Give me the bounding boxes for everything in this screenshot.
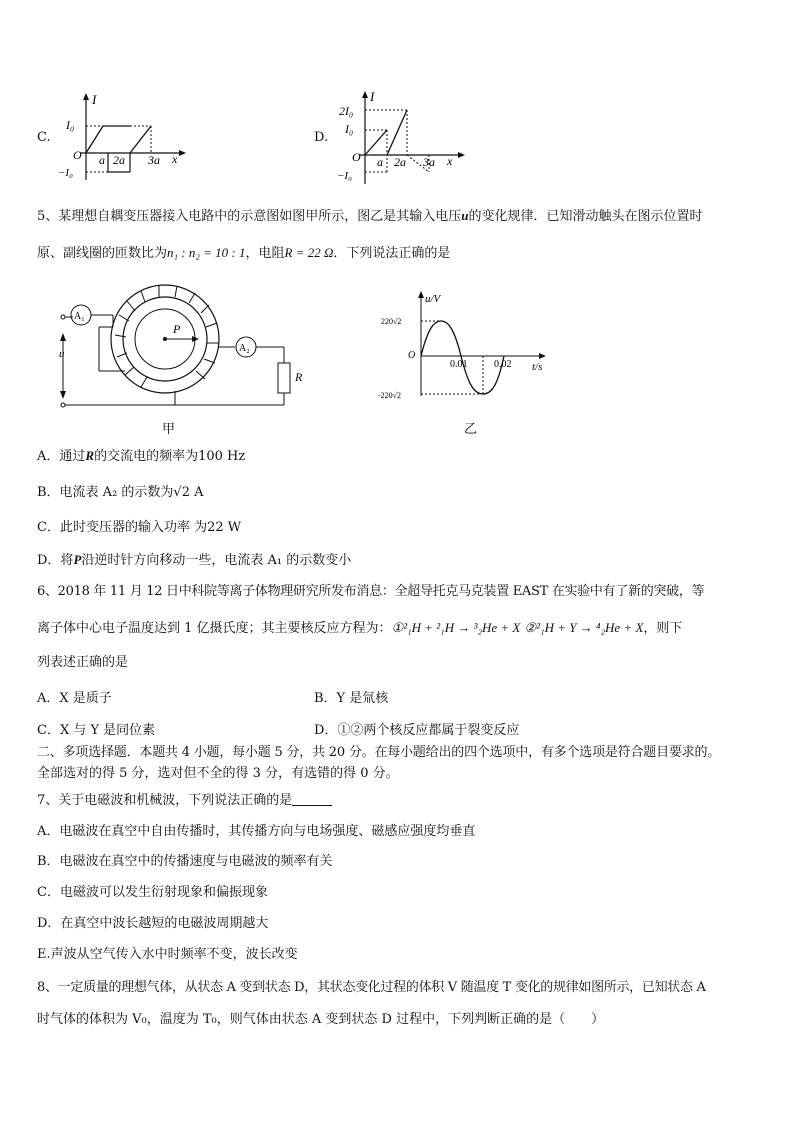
q5-line-2: 原、副线圈的匝数比为n₁ : n₂ = 10 : 1，电阻R = 22 Ω．下列说法正确的是	[37, 245, 451, 261]
q6-option-b: B．Y 是氚核	[314, 691, 389, 706]
fig-c-origin: O	[73, 148, 82, 162]
jia-r-label: R	[295, 370, 303, 384]
q6-line-1: 6、2018 年 11 月 12 日中科院等离子体物理研究所发布消息：全超导托克马克装置 EAST 在实验中有了新的突破，等	[37, 584, 705, 599]
fig-d-tick-2a: 2a	[394, 155, 406, 169]
yi-ymax: 220√2	[381, 317, 402, 326]
yi-ylabel: u/V	[425, 293, 441, 305]
option-c-label: C.	[37, 130, 51, 145]
q6-option-c: C．X 与 Y 是同位素	[37, 723, 156, 738]
figure-d-graph	[337, 88, 467, 188]
q6-line-2: 离子体中心电子温度达到 1 亿摄氏度；其主要核反应方程为：①²₁H + ²₁H → ³₂He + X ②²₁H + Y → ⁴₂He + X，则下	[37, 620, 683, 636]
q7-stem: 7、关于电磁波和机械波，下列说法正确的是	[37, 793, 332, 809]
q8-line-1: 8、一定质量的理想气体，从状态 A 变到状态 D，其状态变化过程的体积 V 随温度 T 变化的规律如图所示，已知状态 A	[37, 980, 706, 995]
q7-option-b: B．电磁波在真空中的传播速度与电磁波的频率有关	[37, 854, 333, 869]
yi-xlabel: t/s	[532, 361, 543, 373]
section2-line-1: 二、多项选择题．本题共 4 小题，每小题 5 分，共 20 分。在每小题给出的四个选项中，有多个选项是符合题目要求的。	[37, 745, 721, 760]
yi-origin: O	[408, 350, 416, 361]
fig-d-tick-3a: 3a	[423, 155, 435, 169]
q8-line-2: 时气体的体积为 V₀，温度为 T₀，则气体由状态 A 变到状态 D 过程中，下列判断正确的是（ ）	[37, 1012, 605, 1027]
q5-option-b: B．电流表 A₂ 的示数为√2 A	[37, 485, 204, 500]
q7-answer-blank[interactable]	[292, 793, 332, 806]
q7-option-d: D．在真空中波长越短的电磁波周期越大	[37, 916, 269, 931]
q5-option-a: A．通过R的交流电的频率为100 Hz	[37, 448, 246, 464]
figure-jia-caption: 甲	[162, 422, 176, 437]
figure-c-graph	[58, 90, 188, 185]
fig-c-axis-x: x	[172, 152, 178, 166]
jia-u-label: u	[59, 348, 65, 360]
fig-c-tick-a: a	[99, 153, 105, 167]
fig-d-tick-a: a	[377, 155, 383, 169]
fig-d-origin: O	[352, 150, 361, 164]
q5-option-d: D．将P沿逆时针方向移动一些，电流表 A₁ 的示数变小	[37, 552, 352, 568]
fig-d-axis-x: x	[447, 154, 453, 168]
option-d-label: D.	[314, 130, 329, 145]
section2-line-2: 全部选对的得 5 分，选对但不全的得 3 分，有选错的得 0 分。	[37, 766, 399, 781]
q6-option-a: A．X 是质子	[37, 691, 112, 706]
q7-option-c: C．电磁波可以发生衍射现象和偏振现象	[37, 885, 268, 900]
q5-line-1: 5、某理想自耦变压器接入电路中的示意图如图甲所示，图乙是其输入电压u的变化规律．已知滑动触头在图示位置时	[37, 208, 703, 224]
fig-c-i0: I₀	[66, 118, 75, 132]
figure-yi-graph	[378, 288, 553, 400]
figure-yi-caption: 乙	[464, 422, 478, 437]
figure-jia-circuit	[55, 275, 303, 415]
fig-d-2i0: 2I₀	[339, 104, 354, 118]
jia-a1-label: A₁	[74, 311, 85, 322]
q5-option-c: C．此时变压器的输入功率 为22 W	[37, 520, 242, 535]
jia-p-label: P	[173, 322, 181, 336]
q7-option-a: A．电磁波在真空中自由传播时，其传播方向与电场强度、磁感应强度均垂直	[37, 824, 476, 839]
fig-d-i0: I₀	[345, 122, 354, 136]
yi-tick-001: 0.01	[450, 359, 468, 370]
yi-ymin: -220√2	[378, 391, 402, 400]
fig-d-neg-i0: −I₀	[337, 170, 352, 182]
q6-option-d: D．①②两个核反应都属于裂变反应	[314, 723, 520, 738]
q7-option-e: E.声波从空气传入水中时频率不变，波长改变	[37, 947, 298, 962]
fig-c-neg-i0: −I₀	[58, 167, 73, 179]
fig-c-axis-i: I	[92, 92, 97, 107]
jia-a2-label: A₂	[239, 343, 250, 354]
q6-line-3: 列表述正确的是	[37, 655, 129, 670]
fig-d-axis-i: I	[370, 89, 375, 104]
yi-tick-002: 0.02	[494, 359, 512, 370]
fig-c-tick-3a: 3a	[148, 153, 160, 167]
fig-c-tick-2a: 2a	[113, 153, 125, 167]
